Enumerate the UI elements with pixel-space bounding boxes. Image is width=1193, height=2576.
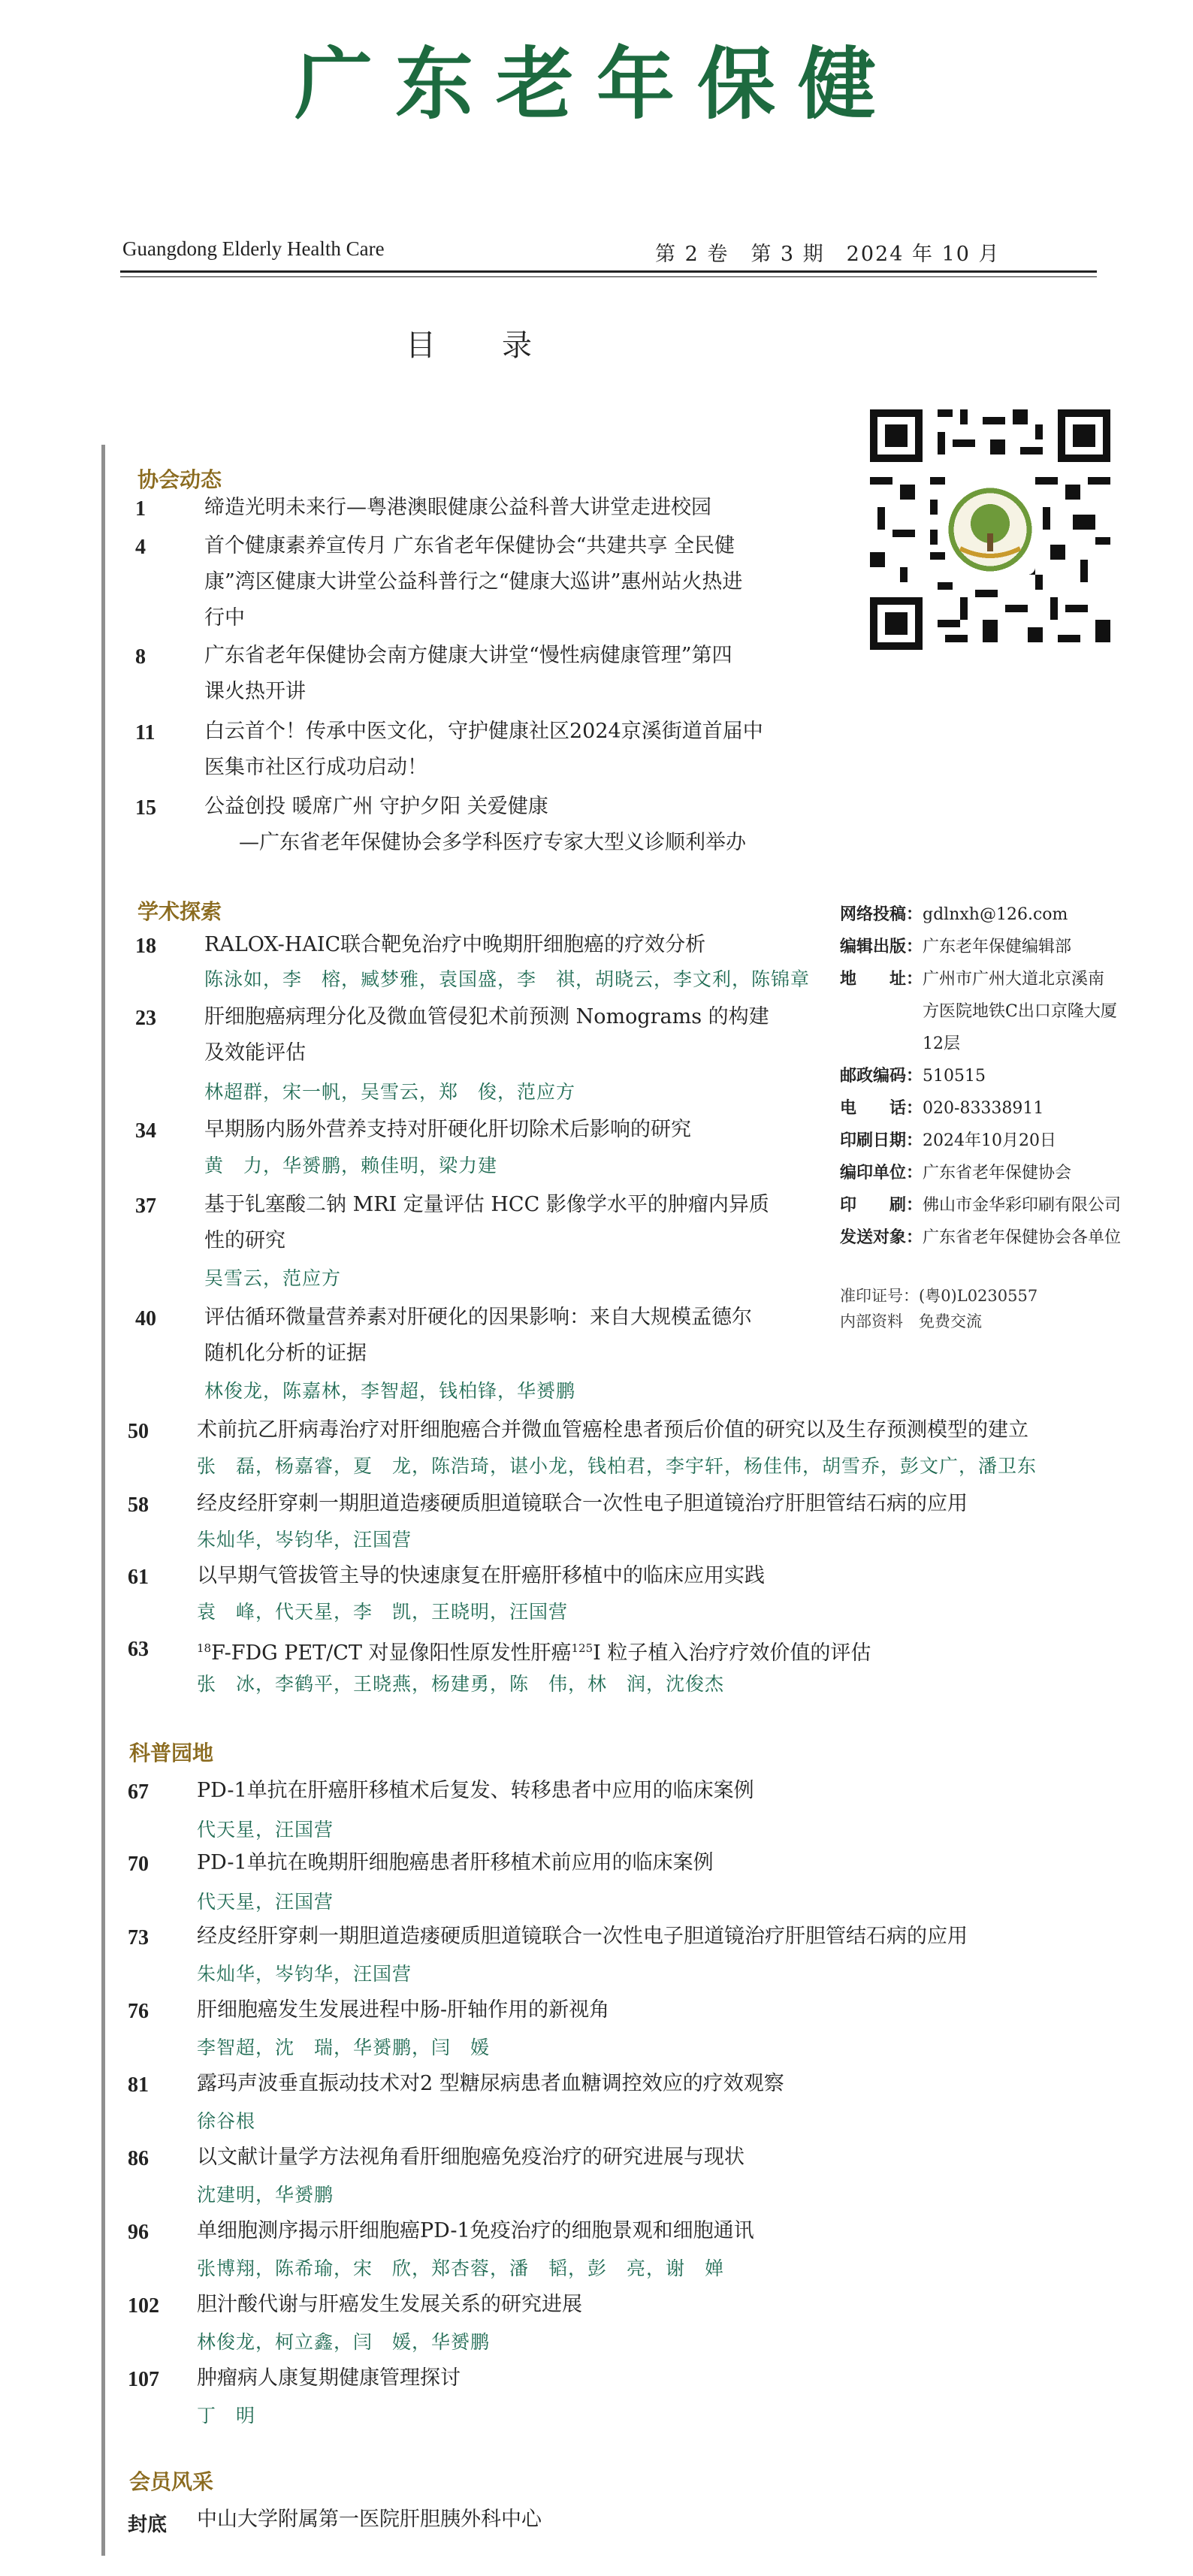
info-editor	[840, 931, 1170, 963]
toc-entry-authors: 林俊龙，陈嘉林，李智超，钱柏锋，华赟鹏	[204, 1380, 576, 1402]
toc-entry-title[interactable]: 中山大学附属第一医院肝胆胰外科中心	[197, 2508, 542, 2531]
toc-entry-title[interactable]: 肿瘤病人康复期健康管理探讨	[197, 2366, 461, 2390]
toc-entry-authors: 张博翔，陈希瑜，宋 欣，郑杏蓉，潘 韬，彭 亮，谢 婵	[197, 2257, 725, 2279]
info-label: 发送对象：	[840, 1228, 923, 1247]
info-label: 网络投稿：	[840, 905, 923, 924]
toc-entry-authors: 袁 峰，代天星，李 凯，王晓明，汪国营	[197, 1601, 569, 1623]
toc-entry-title-line[interactable]: 课火热开讲	[204, 680, 306, 703]
toc-page-number: 18	[135, 935, 156, 958]
info-label: 印 刷：	[840, 1196, 923, 1215]
qr-code	[862, 402, 1118, 657]
toc-entry-authors: 朱灿华，岑钧华，汪国营	[197, 1529, 412, 1551]
info-label: 邮政编码：	[840, 1067, 923, 1086]
toc-entry-authors: 朱灿华，岑钧华，汪国营	[197, 1963, 412, 1985]
license-number: 准印证号：(粤0)L0230557	[840, 1287, 1038, 1305]
toc-page-number: 4	[135, 536, 146, 559]
email-link[interactable]: gdlnxh@126.com	[923, 905, 1068, 924]
toc-entry-title[interactable]: PD-1单抗在肝癌肝移植术后复发、转移患者中应用的临床案例	[197, 1779, 754, 1802]
toc-entry-title-line[interactable]: 及效能评估	[204, 1041, 306, 1065]
toc-entry-subtitle[interactable]: —广东省老年保健协会多学科医疗专家大型义诊顺利举办	[239, 831, 746, 854]
superscript-125: 125	[571, 1641, 593, 1655]
info-label: 地 址：	[840, 970, 923, 989]
toc-entry-title[interactable]: 经皮经肝穿刺一期胆道造瘘硬质胆道镜联合一次性电子胆道镜治疗肝胆管结石病的应用	[197, 1925, 968, 1948]
toc-entry-authors: 陈泳如，李 榕，臧梦雅，袁国盛，李 祺，胡晓云，李文利，陈锦章	[204, 968, 811, 990]
toc-entry-title[interactable]: 首个健康素养宣传月 广东省老年保健协会“共建共享 全民健	[204, 534, 735, 557]
toc-entry-title[interactable]: 公益创投 暖席广州 守护夕阳 关爱健康	[204, 795, 548, 818]
toc-entry-authors: 丁 明	[197, 2405, 256, 2427]
toc-entry-authors: 代天星，汪国营	[197, 1819, 334, 1841]
info-value: 广东省老年保健协会各单位	[923, 1228, 1122, 1247]
toc-page-number: 8	[135, 645, 146, 669]
toc-page-number: 58	[128, 1493, 149, 1517]
toc-page-number: 61	[128, 1566, 149, 1589]
toc-entry-authors: 代天星，汪国营	[197, 1891, 334, 1913]
info-distribution	[840, 1222, 1170, 1254]
toc-page-number: 封底	[128, 2514, 168, 2536]
internal-note: 内部资料 免费交流	[840, 1312, 982, 1330]
toc-entry-title[interactable]: 缔造光明未来行—粤港澳眼健康公益科普大讲堂走进校园	[204, 496, 711, 519]
journal-english-title: Guangdong Elderly Health Care	[122, 237, 385, 260]
info-label: 电 话：	[840, 1099, 923, 1118]
toc-entry-title-part: F-FDG PET/CT 对显像阳性原发性肝癌	[211, 1641, 572, 1665]
info-address-line: 12层	[923, 1034, 960, 1053]
toc-entry-title-line[interactable]: 康”湾区健康大讲堂公益科普行之“健康大巡讲”惠州站火热进	[204, 570, 743, 593]
toc-entry-authors: 林俊龙，柯立鑫，闫 媛，华赟鹏	[197, 2331, 491, 2353]
toc-entry-title[interactable]: 肝细胞癌病理分化及微血管侵犯术前预测 Nomograms 的构建	[204, 1005, 769, 1028]
toc-entry-title[interactable]	[197, 1630, 871, 1672]
toc-entry-title[interactable]: 胆汁酸代谢与肝癌发生发展关系的研究进展	[197, 2293, 582, 2316]
toc-page-number: 11	[135, 721, 156, 744]
toc-entry-title[interactable]: 露玛声波垂直振动技术对2 型糖尿病患者血糖调控效应的疗效观察	[197, 2072, 784, 2095]
sidebar-line	[101, 445, 105, 2556]
toc-page-number: 67	[128, 1780, 149, 1804]
toc-page-number: 76	[128, 2000, 149, 2023]
info-printer	[840, 1189, 1170, 1222]
superscript-18: 18	[197, 1641, 212, 1655]
toc-entry-authors: 林超群，宋一帆，吴雪云，郑 俊，范应方	[204, 1081, 576, 1103]
section-header-popular-science: 科普园地	[129, 1741, 214, 1765]
toc-page-number: 70	[128, 1853, 149, 1876]
qr-code-icon	[862, 402, 1118, 657]
toc-entry-title-line[interactable]: 行中	[204, 606, 245, 630]
toc-entry-title[interactable]: 早期肠内肠外营养支持对肝硬化肝切除术后影响的研究	[204, 1118, 691, 1141]
toc-entry-title[interactable]: 白云首个！传承中医文化，守护健康社区2024京溪街道首届中	[204, 720, 763, 743]
section-header-member-showcase: 会员风采	[129, 2469, 214, 2494]
info-value: 020-83338911	[923, 1099, 1044, 1118]
toc-entry-title[interactable]: 术前抗乙肝病毒治疗对肝细胞癌合并微血管癌栓患者预后价值的研究以及生存预测模型的建立	[197, 1418, 1028, 1442]
toc-entry-title-line[interactable]: 性的研究	[204, 1229, 285, 1252]
issue-info: 第 2 卷 第 3 期 2024 年 10 月	[655, 243, 1001, 266]
toc-entry-title-line[interactable]: 医集市社区行成功启动！	[204, 756, 427, 779]
toc-page-number: 50	[128, 1420, 149, 1443]
toc-page-number: 63	[128, 1638, 149, 1661]
toc-page-number: 107	[128, 2368, 159, 2391]
toc-page-number: 102	[128, 2294, 159, 2318]
toc-entry-title-part: I 粒子植入治疗疗效价值的评估	[593, 1641, 871, 1665]
toc-entry-title[interactable]: PD-1单抗在晚期肝细胞癌患者肝移植术前应用的临床案例	[197, 1851, 714, 1874]
toc-entry-title[interactable]: RALOX-HAIC联合靶免治疗中晚期肝细胞癌的疗效分析	[204, 933, 706, 956]
toc-entry-authors: 沈建明，华赟鹏	[197, 2184, 334, 2206]
toc-entry-authors: 徐谷根	[197, 2110, 256, 2132]
info-address-line: 方医院地铁C出口京隆大厦	[923, 1002, 1117, 1021]
toc-page-number: 86	[128, 2147, 149, 2170]
info-print-date	[840, 1125, 1170, 1157]
toc-entry-title[interactable]: 以早期气管拔管主导的快速康复在肝癌肝移植中的临床应用实践	[197, 1564, 765, 1587]
toc-entry-title[interactable]: 经皮经肝穿刺一期胆道造瘘硬质胆道镜联合一次性电子胆道镜治疗肝胆管结石病的应用	[197, 1492, 968, 1515]
toc-heading: 目 录	[406, 328, 550, 363]
info-label: 印刷日期：	[840, 1131, 923, 1150]
toc-page-number: 34	[135, 1119, 156, 1143]
toc-entry-title[interactable]: 评估循环微量营养素对肝硬化的因果影响：来自大规模孟德尔	[204, 1306, 752, 1329]
info-email	[840, 898, 1170, 931]
header-rule-thin	[120, 276, 1097, 277]
toc-entry-authors: 张 磊，杨嘉睿，夏 龙，陈浩琦，谌小龙，钱柏君，李宇轩，杨佳伟，胡雪乔，彭文广，潘卫东	[197, 1455, 1037, 1477]
info-value: 2024年10月20日	[923, 1131, 1056, 1150]
info-value: 510515	[923, 1067, 986, 1086]
toc-entry-title[interactable]: 基于钆塞酸二钠 MRI 定量评估 HCC 影像学水平的肿瘤内异质	[204, 1193, 769, 1216]
info-postcode	[840, 1060, 1170, 1092]
toc-page-number: 1	[135, 497, 146, 521]
header-rule	[120, 270, 1097, 273]
info-value: 广州市广州大道北京溪南	[923, 970, 1105, 989]
toc-entry-authors: 李智超，沈 瑞，华赟鹏，闫 媛	[197, 2037, 491, 2058]
journal-title: 广东老年保健	[294, 38, 899, 130]
info-address	[840, 963, 1170, 995]
section-header-association-news: 协会动态	[137, 467, 222, 492]
toc-entry-title[interactable]: 单细胞测序揭示肝细胞癌PD-1免疫治疗的细胞景观和细胞通讯	[197, 2219, 754, 2242]
toc-page-number: 37	[135, 1194, 156, 1218]
toc-entry-authors: 黄 力，华赟鹏，赖佳明，梁力建	[204, 1155, 498, 1176]
info-value: 广东省老年保健协会	[923, 1164, 1072, 1182]
toc-entry-title[interactable]: 以文献计量学方法视角看肝细胞癌免疫治疗的研究进展与现状	[197, 2146, 744, 2169]
toc-page-number: 96	[128, 2221, 149, 2244]
toc-entry-authors: 吴雪云，范应方	[204, 1267, 342, 1289]
toc-entry-authors: 张 冰，李鹤平，王晓燕，杨建勇，陈 伟，林 润，沈俊杰	[197, 1673, 725, 1695]
toc-page-number: 40	[135, 1307, 156, 1330]
toc-entry-title[interactable]: 广东省老年保健协会南方健康大讲堂“慢性病健康管理”第四	[204, 644, 732, 667]
toc-page-number: 73	[128, 1926, 149, 1949]
toc-entry-title[interactable]: 肝细胞癌发生发展进程中肠-肝轴作用的新视角	[197, 1998, 610, 2022]
info-value: 广东老年保健编辑部	[923, 938, 1072, 956]
info-label: 编辑出版：	[840, 938, 923, 956]
publication-info	[840, 898, 1170, 1254]
toc-page-number: 15	[135, 796, 156, 820]
toc-page-number: 81	[128, 2073, 149, 2097]
toc-entry-title-line[interactable]: 随机化分析的证据	[204, 1342, 367, 1365]
toc-page-number: 23	[135, 1007, 156, 1030]
info-value: 佛山市金华彩印刷有限公司	[923, 1196, 1122, 1215]
section-header-academic: 学术探索	[137, 899, 222, 924]
info-publisher	[840, 1157, 1170, 1189]
info-label: 编印单位：	[840, 1164, 923, 1182]
info-phone	[840, 1092, 1170, 1125]
